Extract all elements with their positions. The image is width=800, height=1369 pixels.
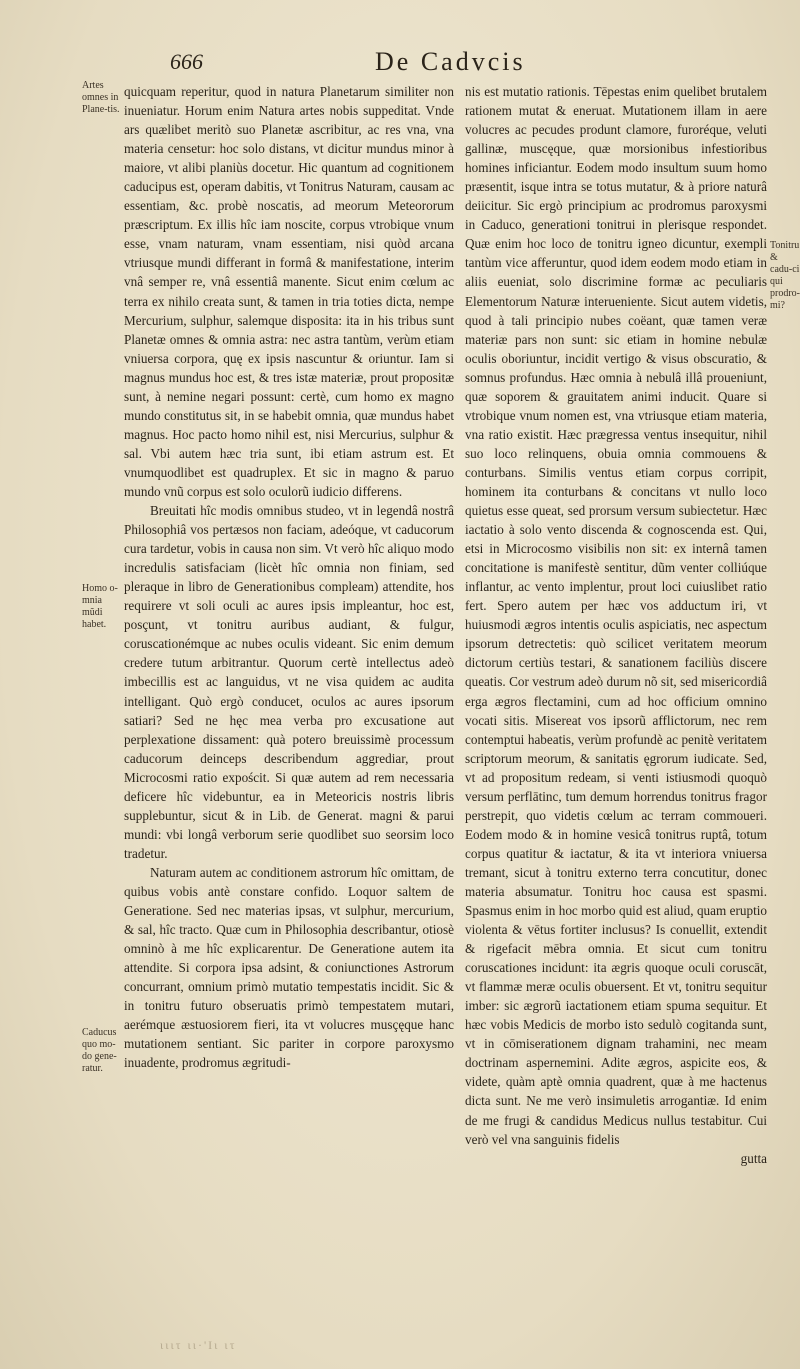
paragraph: nis est mutatio rationis. Tēpestas enim quelibet brutalem rationem mutat & eneruat. Mutationem illam in aere volucres ac pecudes produnt clamore, furoréque, veluti gallinæ, muscęque, quæ morsionibus infestioribus homines inficiantur. Eodem modo insultum suum homo præsentit, isque intra se totus mutatur, & à priore naturâ deiicitur. Sic ergò principium ac prodromus paroxysmi in Caduco, generationi tonitrui in plerisque respondet. Quæ enim hoc loco de tonitru igneo dicuntur, exempli tantùm vice afferuntur, quod idem eodem modo etiam in aliis eueniat, solo discrimine formæ ac peculiaris Elementorum Naturæ interueniente. Sicut autem videtis, quod à tali principio nubes coëant, quæ tamen veræ materiæ pars non sunt: sic etiam in homine nebulæ oculis oboriuntur, incidit vertigo & visus obscuratio, & somnus profundus. Hæc omnia à nebulâ illâ proueniunt, quæ soporem & grauitatem animi inducit. Quare si vtrobique vnum nomen est, vna vtriusque etiam materia, vna ratio existit. Hæc prægressa ventus insequitur, nihil suo loco relinquens, obuia omnia commouens & conturbans. Similis ventus etiam corpus corripit, hominem ita conturbans & concitans vt nullo loco quietus esse queat, sed prorsum versum subiectetur. Hæc iactatio à solo vento discenda & cognoscenda est. Qui, etsi in Microcosmo visibilis non sit: ex internâ tamen concitatione is manifestè sentitur, dũm venter colliúque inflantur, ac vento implentur, prout loci cuiuslibet ratio fert. Spero autem per hæc vos adductum iri, vt huiusmodi ægros intentis oculis aspiciatis, nec aspectum ipsorum detrectetis: quò scilicet veritatem meorum dictorum certiùs testari, & sanationem faciliùs discere queatis. Cor vestrum adeò durum nõ sit, sed misericordiâ erga ægros flectamini, cum ad hoc officium omnino vocati sitis. Misereat vos ipsorũ afflictorum, nec rem contemptui habeatis, verùm profundè ac penitè veritatem scriptorum meorum, & sanitatis ęgrorum iudicate. Sed, vt ad propositum redeam, si venti istiusmodi quoquò versum perflātinc, tum demum horrendus tonitrus fragor perstrepit, quo videtis cœlum ac terram commoueri. Eodem modo & in homine vesicâ tonitrus ruptâ, totum corpus quatitur & iactatur, & ita vt interiora vniuersa tremant, sicut à tonitru externo terra concutitur, donec materia absumatur. Tonitru hoc causa est spasmi. Spasmus enim in hoc morbo quid est aliud, quam eruptio violenta & vētus fortiter inclusus? Is conuellit, extendit & rigefacit mēbra omnia. Et sicut cum tonitru coruscationes incidunt: ita ægris quoque oculi coruscāt, vt flammæ meræ oculis obuersent. Et vt, tonitru sequitur imber: sic ægrorũ iactationem etiam spuma sequitur. Et hæc vobis Medicis de morbo isto sedulò cogitanda sunt, vt in cōmiserationem dignam trahamini, nec meam doctrinam aspernemini. Adite ægros, aspicite eos, & videte, quàm aptè omnia quadrent, quæ à me hactenus dicta sunt. Ne me verò insimuletis arrogantiæ. Id enim de me frugi & candidus Medicus nullus testabitur. Cui verò vel vna sanguinis fidelis (465, 84, 767, 1147)
margin-note-artes: Artes omnes in Plane-tis. (82, 80, 120, 115)
right-column (465, 82, 767, 1168)
margin-note-caducus: Caducus quo mo-do gene-ratur. (82, 1027, 117, 1074)
running-head: De Cadvcis (375, 47, 526, 76)
left-column (124, 82, 454, 1072)
page-number: 666 (170, 49, 203, 74)
margin-note-tonitru: Tonitru & cadu-ci qui prodro-mi? (770, 240, 800, 311)
bleed-through-text: ιιιτ ιι·'Ιι ιτ (160, 1338, 237, 1352)
paragraph: Naturam autem ac conditionem astrorum hîc omittam, de quibus vobis antè constare confido. Loquor saltem de Generatione. Sed nec materias ipsas, vt sulphur, mercurium, & sal, hîc tracto. Quæ cum in Philosophia describantur, otiosè omninò à me hîc explicarentur. De Generatione autem ita attendite. Si corpora ipsa adsint, & coniunctiones Astrorum concurrant, omnium primò mutatio tempestatis incidit. Sic & in tonitru futuro obseruatis primò tempestatem mutari, aerémque æstuosiorem fieri, ita vt volucres musçęque hanc mutationem sentiant. Sic pariter in corpore paroxysmo inuadente, prodromus ægritudi- (124, 864, 454, 1071)
page-header (140, 45, 700, 79)
margin-note-homo: Homo o-mnia mũdi habet. (82, 583, 118, 630)
paragraph: Breuitati hîc modis omnibus studeo, vt in legendâ nostrâ Philosophiâ vos pertæsos non faciam, adeóque, vt caducorum cura tardetur, vobis in causa non sim. Vt verò hîc aliquo modo incredulis satisfaciam (licèt hîc omnia non finiam, sed pleraque in libro de Generationibus compleam) attendite, hos requirere vt soli oculi ac aures ipsis impleantur, hoc est, posçunt, vt tonitru auribus audiant, & fulgur, coruscationémque ac nubes oculis videant. Sic enim demum credere tutum arbitrantur. Quorum certè intellectus adeò imbecillis est ac languidus, vt ne visa quidem ac audita intelligant. Quò ergò conducet, oculos ac aures ipsorum satiari? Sed ne hęc mea verba pro excusatione aut perplexatione dissament: quà potero breuissimè processum caducorum deinceps describendum aggrediar, prout Microcosmi ratio expościt. Si quæ autem ad rem necessaria deficere hîc videbuntur, ea in Meteoricis nostris libris supplebuntur, sicut & in Lib. de Generat. magni & parui mundi: vbi longâ verborum serie quodlibet suo seorsim loco tradetur. (124, 503, 454, 861)
catchword: gutta (740, 1150, 767, 1166)
paragraph: quicquam reperitur, quod in natura Planetarum similiter non inueniatur. Horum enim Natura artes nobis suppeditat. Vnde ars quælibet meritò suo Planetæ ascribitur, ac res vna, vna materia censetur: hoc solo distans, vt dicitur mundus minor à maiore, vt alibi planiùs docetur. Hic quantum ad cognitionem caducipus est, operam dabitis, vt Tonitrus Naturam, causam ac essentiam, &c. probè noscatis, ad meorum Meteororum præscriptum. Ex illis hîc iam noscite, corpus vtrobique vnum esse, vnam naturam, vnam essentiam, nisi quòd arcana vtriusque mundi differant in formâ & manifestatione, interim vnâ semper re, vnâ essentiâ manente. Sicut enim cœlum ac terra ex nihilo creata sunt, & tamen in tria toties dicta, nempe Mercurium, sulphur, salemque disposita: ita in his tribus sunt Planetæ omnes & omnia astra: nec astra tantùm, verùm etiam vniuersa corpora, quę ex ipsis nascuntur & oriuntur. Iam si magnus mundus hoc est, & tres istæ materiæ, prout propositæ sunt, à nemine negari possunt: certè, cum homo ex magno mundo constitutus sit, in se habebit omnia, quæ mundus habet magnus. Hoc pacto homo nihil est, nisi Mercurius, sulphur & sal. Vbi autem hæc tria sunt, ibi etiam astrum est. Et vnumquodlibet est quadruplex. Et sic in magno & paruo mundo vnũ corpus est solo oculorũ iudicio differens. (124, 84, 454, 499)
